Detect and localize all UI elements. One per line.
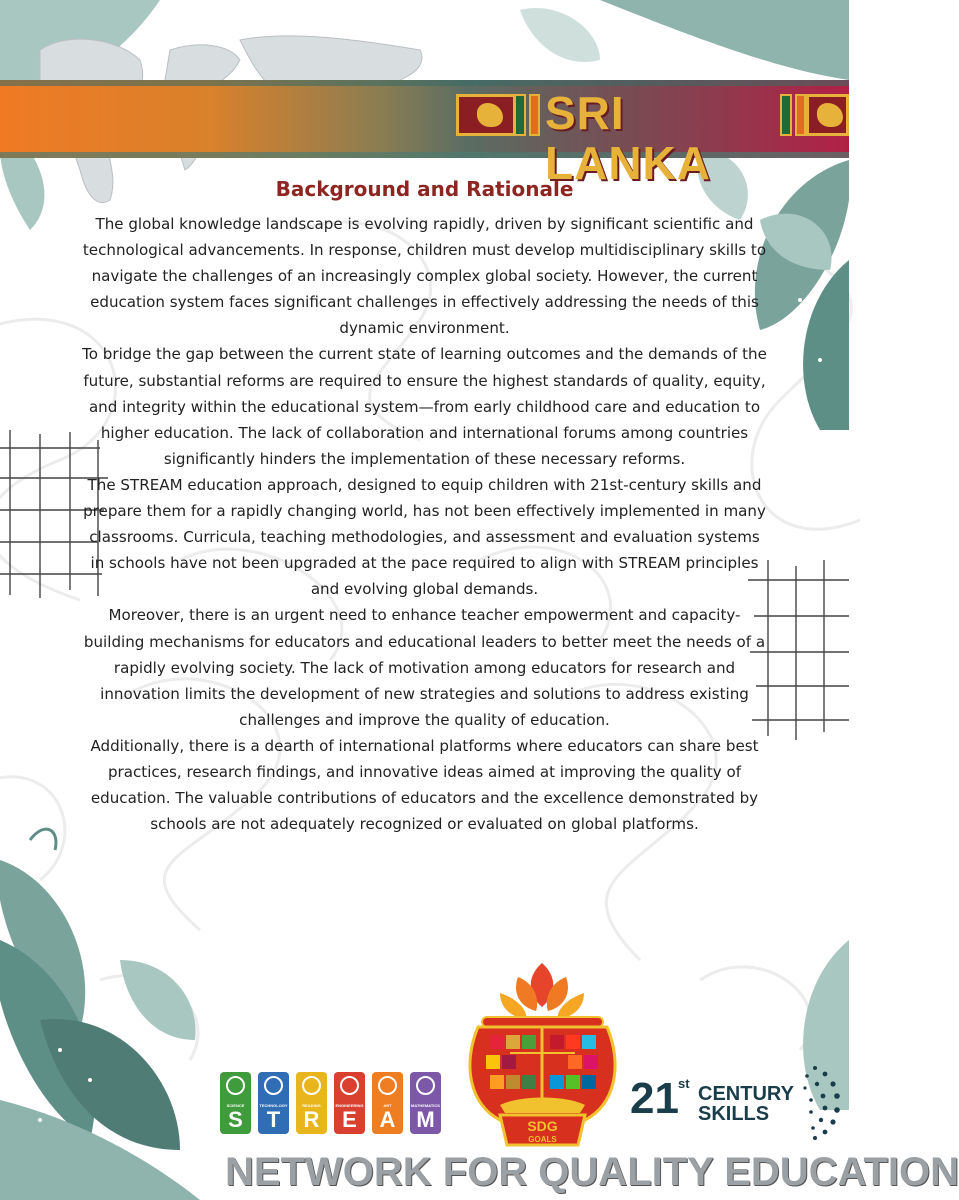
sri-lanka-flag-icon	[806, 94, 849, 136]
stream-tile-m: MATHEMATICS M	[410, 1072, 441, 1134]
century-line-2: SKILLS	[698, 1103, 770, 1125]
paragraph: The global knowledge landscape is evolving rapidly, driven by significant scientific and technological advancements. In response, children must develop multidisciplinary skills to navigate the challenges of an increasingly complex global society. However, the current education system faces significant challenges in effectively addressing the needs of this dynamic environment.	[82, 215, 767, 338]
flag-stripes-icon	[514, 94, 540, 136]
paragraph: To bridge the gap between the current state of learning outcomes and the demands of the future, substantial reforms are required to ensure the highest standards of quality, equity, and integrity within the educational system—from early childhood care and education to higher education. The lack of collaboration and international forums among countries significantly hinders the implementation of these necessary reforms.	[82, 345, 767, 468]
stream-tile-s: SCIENCE S	[220, 1072, 251, 1134]
paragraph: The STREAM education approach, designed to equip children with 21st-century skills and prepare them for a rapidly changing world, has not been effectively implemented in many classrooms. Curricula, teaching methodologies, and assessment and evaluation systems in schools have not been upgraded at the pace required to align with STREAM principles and evolving global demands.	[83, 475, 766, 599]
century-line-1: CENTURY	[698, 1083, 794, 1105]
stream-tile-t: TECHNOLOGY T	[258, 1072, 289, 1134]
stream-tile-a: ART A	[372, 1072, 403, 1134]
flag-stripes-icon	[780, 94, 806, 136]
country-name: SRI LANKA	[545, 87, 711, 189]
banner-bottom-stripe	[0, 152, 849, 158]
page-title: Background and Rationale	[275, 177, 574, 201]
paragraph: Additionally, there is a dearth of international platforms where educators can share best practices, research findings, and innovative ideas aimed at improving the quality of education. The valuable contributions of educators and the excellence demonstrated by schools are not adequately recognized or evaluated on global platforms.	[90, 736, 759, 834]
body-text	[80, 211, 769, 837]
stream-tile-r: READING R	[296, 1072, 327, 1134]
sdg-goals-logo	[460, 955, 625, 1150]
century-superscript: st	[678, 1076, 690, 1091]
footer-title: NETWORK FOR QUALITY EDUCATION	[225, 1150, 959, 1194]
sdg-label: SDG	[527, 1118, 558, 1134]
banner-top-stripe	[0, 80, 849, 86]
21st-century-skills-logo	[630, 1058, 845, 1148]
century-number: 21	[630, 1074, 679, 1123]
sdg-sublabel: GOALS	[528, 1135, 557, 1144]
stream-logo	[220, 1072, 445, 1136]
stream-tile-e: ENGINEERING E	[334, 1072, 365, 1134]
sri-lanka-flag-icon	[456, 94, 516, 136]
paragraph: Moreover, there is an urgent need to enhance teacher empowerment and capacity-building mechanisms for educators and educational leaders to better meet the needs of a rapidly evolving society. The lack of motivation among educators for research and innovation limits the development of new strategies and solutions to address existing challenges and improve the quality of education.	[83, 606, 766, 729]
